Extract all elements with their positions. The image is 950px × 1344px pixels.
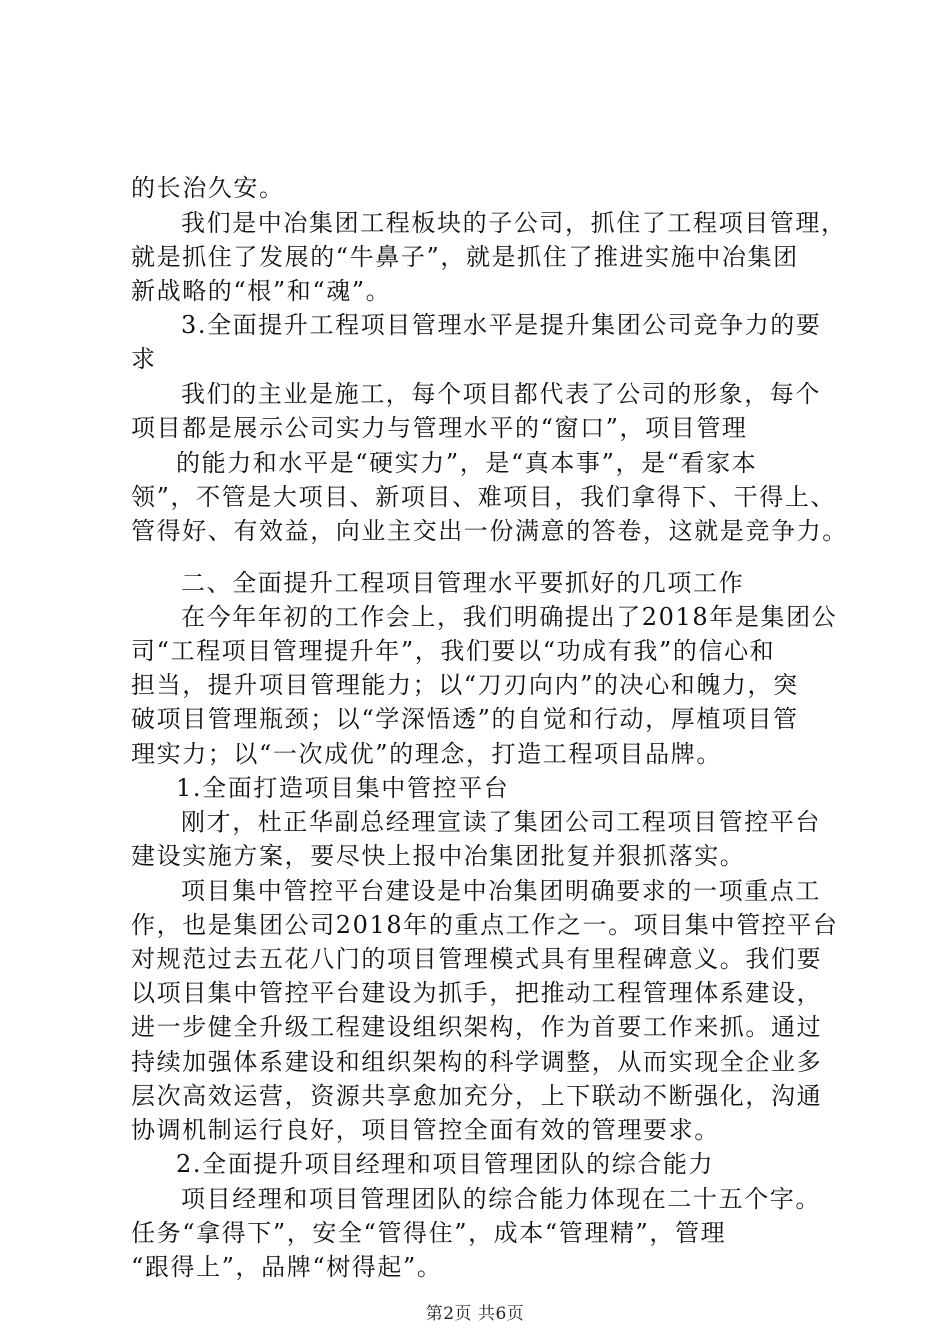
chapter-heading: 二、全面提升工程项目管理水平要抓好的几项工作 <box>181 569 745 597</box>
text-line: 我们是中冶集团工程板块的子公司，抓住了工程项目管理， <box>181 209 847 237</box>
text-line: 建设实施方案，要尽快上报中冶集团批复并狠抓落实。 <box>131 842 746 870</box>
text-line: 新战略的“根”和“魂”。 <box>131 277 392 305</box>
text-line: 进一步健全升级工程建设组织架构，作为首要工作来抓。通过 <box>131 1013 823 1041</box>
text-line: 破项目管理瓶颈；以“学深悟透”的自觉和行动，厚植项目管 <box>131 705 799 733</box>
text-line: 理实力；以“一次成优”的理念，打造工程项目品牌。 <box>131 740 722 768</box>
section-heading: 3.全面提升工程项目管理水平是提升集团公司竞争力的要 <box>181 311 822 339</box>
text-line: 担当，提升项目管理能力；以“刀刃向内”的决心和魄力，突 <box>131 671 799 699</box>
text-line: 协调机制运行良好，项目管控全面有效的管理要求。 <box>131 1116 720 1144</box>
text-line: 刚才，杜正华副总经理宣读了集团公司工程项目管控平台 <box>181 808 821 836</box>
text-line: 司“工程项目管理提升年”，我们要以“功成有我”的信心和 <box>131 637 776 665</box>
text-line: 对规范过去五花八门的项目管理模式具有里程碑意义。我们要 <box>131 945 823 973</box>
section-heading: 求 <box>131 345 157 373</box>
text-line: 就是抓住了发展的“牛鼻子”，就是抓住了推进实施中冶集团 <box>131 243 799 271</box>
text-line: 层次高效运营，资源共享愈加充分，上下联动不断强化，沟通 <box>131 1082 823 1110</box>
text-line: 项目经理和项目管理团队的综合能力体现在二十五个字。 <box>181 1185 821 1213</box>
text-line: 的长治久安。 <box>131 174 285 202</box>
text-line: 作，也是集团公司2018年的重点工作之一。项目集中管控平台 <box>131 911 839 939</box>
text-line: “跟得上”，品牌“树得起”。 <box>131 1253 443 1281</box>
text-line: 项目都是展示公司实力与管理水平的“窗口”，项目管理 <box>131 414 748 442</box>
text-line: 任务“拿得下”，安全“管得住”，成本“管理精”，管理 <box>131 1219 727 1247</box>
text-line: 持续加强体系建设和组织架构的科学调整，从而实现全企业多 <box>131 1048 823 1076</box>
text-line: 的能力和水平是“硬实力”，是“真本事”，是“看家本 <box>176 449 758 477</box>
text-line: 领”，不管是大项目、新项目、难项目，我们拿得下、干得上、 <box>131 483 837 511</box>
text-line: 以项目集中管控平台建设为抓手，把推动工程管理体系建设， <box>131 979 823 1007</box>
text-line: 我们的主业是施工，每个项目都代表了公司的形象，每个 <box>181 380 821 408</box>
text-line: 在今年年初的工作会上，我们明确提出了2018年是集团公 <box>181 603 838 631</box>
page-number-footer: 第2页 共6页 <box>425 1304 525 1324</box>
section-heading: 2.全面提升项目经理和项目管理团队的综合能力 <box>176 1150 715 1178</box>
section-heading: 1.全面打造项目集中管控平台 <box>176 774 510 802</box>
text-line: 项目集中管控平台建设是中冶集团明确要求的一项重点工 <box>181 877 821 905</box>
text-line: 管得好、有效益，向业主交出一份满意的答卷，这就是竞争力。 <box>131 517 848 545</box>
